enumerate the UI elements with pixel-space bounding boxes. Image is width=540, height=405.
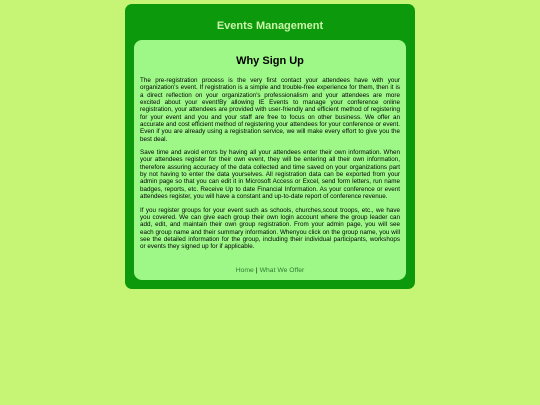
page-title: Why Sign Up [236,55,304,67]
content-panel [134,40,406,280]
what-we-offer-link[interactable]: What We Offer [259,267,305,274]
footer-separator: | [255,267,258,274]
main-container [125,4,415,289]
home-link[interactable]: Home [235,267,254,274]
paragraph-groups: If you register groups for your event such as schools, churches,scout troops, etc., we have you covered. We can give each group their own login account where the group leader can add, edit, and maintain their own group registration. From your admin page, you will see each group name and their summary information. Whenyou click on the group name, you will see the detailed information for the group, including their individual participants, workshops or events they signed up for if applicable. [140,206,400,251]
footer-nav [134,267,406,274]
site-title: Events Management [216,20,324,32]
paragraph-intro: The pre-registration process is the very first contact your attendees have with your organization's event. If registration is a simple and trouble-free experience for them, then it is a direct reflection on your organization's professionalism and your attendees are more excited about your event!By allowing IE Events to manage your conference online registration, your attendees are provided with user-friendly and efficient method of registering for your event and you and your staff are free to focus on other business. We offer an accurate and cost efficient method of registering your attendees for your conference or event. Even if you are already using a registration service, we will make every effort to give you the best deal. [140,77,400,143]
content-body [140,77,400,251]
paragraph-save-time: Save time and avoid errors by having all your attendees enter their own information. When your attendees register for their own event, they will be entering all their own information, therefore assuring accuracy of the data collected and time saved on your organizations part by not having to enter the data yourselves. All registration data can be exported from your admin page so that you can edit it in Microsoft Access or Excel, send form letters, run name badges, reports, etc. Receive Up to date Financial Information. As your conference or event attendees register, you will have a constant and up-to-date report of conference revenue. [140,149,400,201]
